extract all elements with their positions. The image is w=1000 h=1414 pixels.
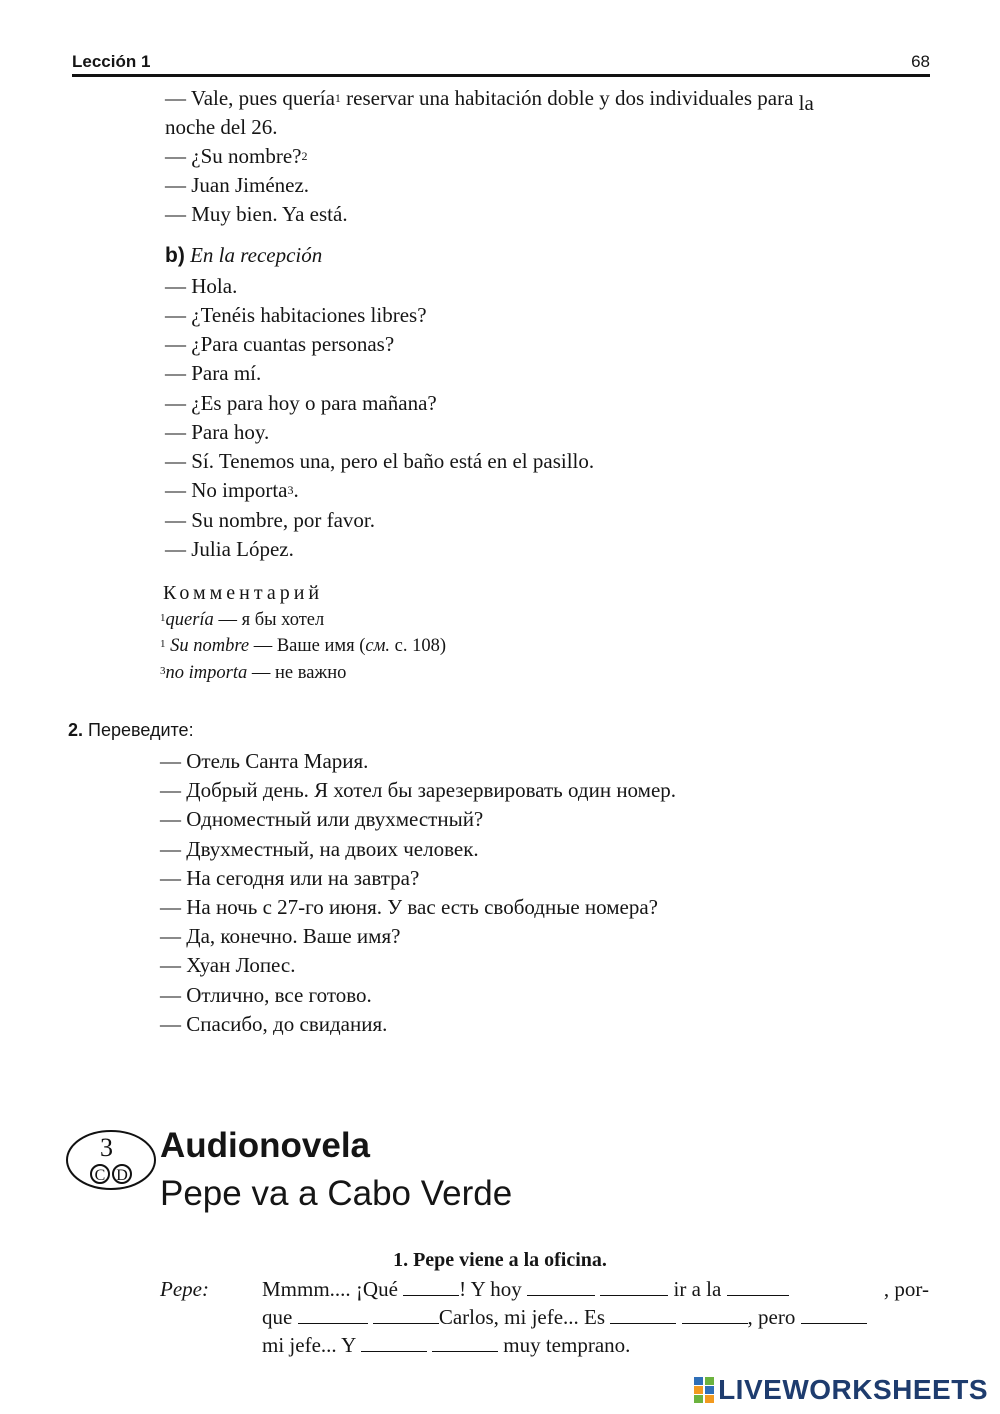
dialog-line bbox=[165, 332, 394, 357]
gap-text: , por- bbox=[883, 1277, 929, 1301]
note-number: 3 bbox=[160, 665, 166, 677]
gap-text: , pero bbox=[747, 1305, 801, 1329]
footnote-marker: 2 bbox=[301, 149, 308, 163]
dialog-text: — No importa bbox=[165, 478, 288, 502]
answer-blank[interactable] bbox=[527, 1277, 595, 1296]
dialog-line bbox=[165, 86, 814, 115]
translation-line: — На сегодня или на завтра? bbox=[160, 866, 420, 890]
footnote-marker: 1 bbox=[334, 91, 341, 105]
dialog-text: — ¿Para cuantas personas? bbox=[165, 332, 395, 356]
note-separator: — bbox=[247, 663, 275, 683]
note-meaning: Ваше имя ( bbox=[276, 636, 366, 656]
task-instruction-text: Переведите: bbox=[83, 720, 194, 740]
translation-line: — Двухместный, на двоих человек. bbox=[160, 837, 479, 861]
dialog-line bbox=[165, 537, 294, 562]
answer-blank[interactable] bbox=[403, 1277, 459, 1296]
gap-text: Mmmm.... ¡Qué bbox=[262, 1277, 404, 1301]
dialog-text: — Julia López. bbox=[165, 537, 294, 561]
dialog-text: — Juan Jiménez. bbox=[165, 173, 310, 197]
note-meaning: я бы хотел bbox=[241, 610, 325, 630]
dialog-text: — Muy bien. Ya está. bbox=[165, 202, 348, 226]
dialog-line bbox=[165, 391, 437, 416]
dialog-text: — Vale, pues quería bbox=[165, 86, 335, 110]
commentary-heading: Комментарий bbox=[163, 582, 324, 604]
header-rule bbox=[72, 74, 930, 77]
translation-line: — Добрый день. Я хотел бы зарезервировать один номер. bbox=[160, 778, 677, 802]
note-term: no importa bbox=[165, 663, 248, 683]
dialog-line bbox=[165, 115, 278, 140]
note-term: quería bbox=[165, 610, 214, 630]
section-title: Audionovela bbox=[160, 1126, 371, 1165]
answer-blank[interactable] bbox=[298, 1305, 368, 1324]
dialog-line bbox=[165, 274, 237, 299]
answer-blank[interactable] bbox=[373, 1305, 439, 1324]
dialog-text: reservar una habitación doble y dos individuales para bbox=[340, 86, 799, 110]
cd-track-icon bbox=[65, 1128, 157, 1192]
dialog-line bbox=[165, 478, 299, 503]
dialog-line bbox=[165, 420, 269, 445]
dialog-text: — Hola. bbox=[165, 274, 238, 298]
note-term: Su nombre bbox=[170, 636, 250, 656]
dialog-line bbox=[165, 449, 594, 474]
gap-text: ir a la bbox=[668, 1277, 727, 1301]
gap-text: que bbox=[262, 1305, 298, 1329]
translation-line: — Хуан Лопес. bbox=[160, 953, 296, 977]
task-number: 2. bbox=[68, 720, 84, 740]
liveworksheets-watermark[interactable] bbox=[694, 1374, 988, 1406]
gap-text: Carlos, mi jefe... Es bbox=[438, 1305, 611, 1329]
gap-text-line bbox=[262, 1305, 867, 1330]
section-subtitle: Pepe va a Cabo Verde bbox=[160, 1174, 513, 1213]
dialog-text: — ¿Es para hoy o para mañana? bbox=[165, 391, 437, 415]
dialog-line bbox=[165, 303, 427, 328]
answer-blank[interactable] bbox=[682, 1305, 748, 1324]
note-separator: — bbox=[213, 610, 242, 630]
answer-blank[interactable] bbox=[727, 1277, 789, 1296]
gap-text: ! Y hoy bbox=[459, 1277, 528, 1301]
dialog-text: la bbox=[798, 91, 814, 115]
lesson-label: Lección 1 bbox=[72, 52, 151, 71]
gap-text-line bbox=[262, 1277, 929, 1302]
speaker-label: Pepe: bbox=[160, 1277, 209, 1301]
dialog-line bbox=[165, 144, 307, 169]
translation-line: — Да, конечно. Ваше имя? bbox=[160, 924, 401, 948]
dialog-line bbox=[165, 173, 309, 198]
cd-letter-c: C bbox=[94, 1167, 106, 1184]
answer-blank[interactable] bbox=[361, 1333, 427, 1352]
dialog-text: — ¿Su nombre? bbox=[165, 144, 302, 168]
gap-text-line bbox=[262, 1333, 630, 1358]
answer-blank[interactable] bbox=[801, 1305, 867, 1324]
liveworksheets-logo-icon bbox=[694, 1377, 714, 1403]
part-b-title: En la recepción bbox=[190, 243, 323, 267]
part-b-heading bbox=[165, 243, 322, 268]
dialog-text: — Para hoy. bbox=[165, 420, 270, 444]
answer-blank[interactable] bbox=[610, 1305, 676, 1324]
dialog-line bbox=[165, 508, 375, 533]
part-b-label: b) bbox=[165, 244, 185, 267]
footnote-marker: 3 bbox=[287, 483, 294, 497]
note-meaning: не важно bbox=[274, 663, 347, 683]
dialog-line bbox=[165, 361, 261, 386]
gap-text: muy temprano. bbox=[498, 1333, 631, 1357]
translation-line: — Отлично, все готово. bbox=[160, 983, 372, 1007]
task-2-instruction bbox=[68, 720, 194, 741]
translation-line: — На ночь с 27-го июня. У вас есть свободные номера? bbox=[160, 895, 658, 919]
translation-line: — Отель Санта Мария. bbox=[160, 749, 369, 773]
cd-letter-d: D bbox=[116, 1167, 128, 1184]
dialog-text: — Para mí. bbox=[165, 361, 262, 385]
page-header bbox=[72, 50, 930, 80]
page-number: 68 bbox=[911, 52, 930, 71]
watermark-text: LIVEWORKSHEETS bbox=[718, 1374, 988, 1405]
dialog-text: . bbox=[293, 478, 299, 502]
dialog-text: — ¿Tenéis habitaciones libres? bbox=[165, 303, 427, 327]
answer-blank[interactable] bbox=[432, 1333, 498, 1352]
dialog-text: — Su nombre, por favor. bbox=[165, 508, 375, 532]
commentary-note bbox=[160, 663, 346, 684]
episode-title: 1. Pepe viene a la oficina. bbox=[393, 1249, 607, 1271]
dialog-line bbox=[165, 202, 348, 227]
gap-text: mi jefe... Y bbox=[262, 1333, 361, 1357]
translation-line: — Спасибо, до свидания. bbox=[160, 1012, 388, 1036]
note-number: 1 bbox=[160, 638, 166, 650]
commentary-note bbox=[160, 610, 324, 631]
answer-blank[interactable] bbox=[600, 1277, 668, 1296]
note-ref-page: с. 108) bbox=[390, 636, 447, 656]
dialog-text: noche del 26. bbox=[165, 115, 278, 139]
translation-line: — Одноместный или двухместный? bbox=[160, 807, 484, 831]
note-number: 1 bbox=[160, 612, 166, 624]
commentary-note bbox=[160, 636, 446, 657]
note-ref-abbrev: см. bbox=[365, 636, 391, 656]
cd-track-number: 3 bbox=[100, 1133, 113, 1162]
dialog-text: — Sí. Tenemos una, pero el baño está en el pasillo. bbox=[165, 449, 595, 473]
note-separator: — bbox=[249, 636, 277, 656]
